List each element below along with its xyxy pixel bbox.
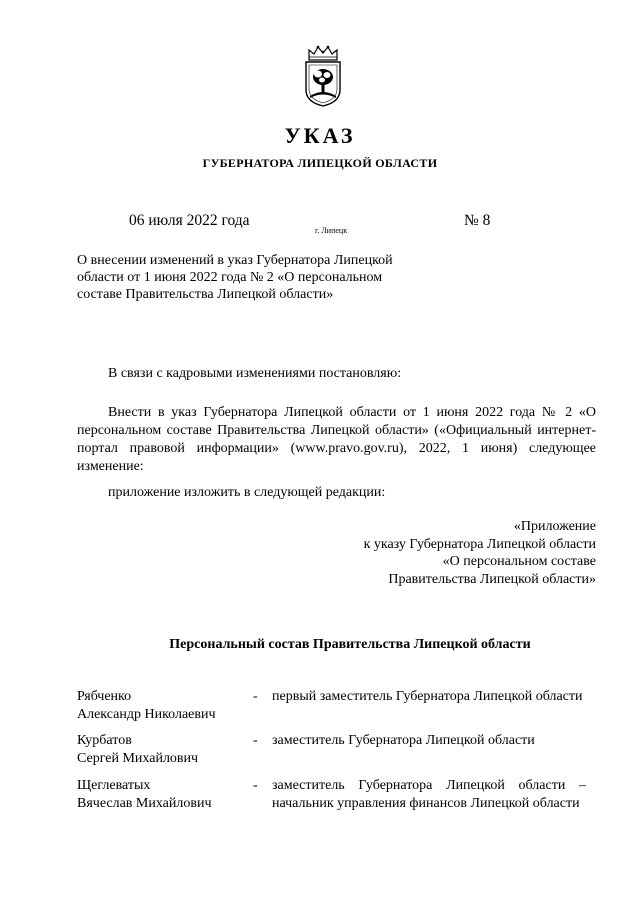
coat-of-arms-icon	[298, 44, 348, 108]
appendix-line: «О персональном составе	[442, 554, 596, 569]
member-role: первый заместитель Губернатора Липецкой области	[272, 689, 583, 704]
member-name	[77, 777, 247, 812]
subject-line: области от 1 июня 2022 года № 2 «О персональном	[77, 270, 383, 285]
body-paragraph: приложение изложить в следующей редакции:	[108, 485, 386, 500]
appendix-heading	[364, 518, 596, 588]
document-date: 06 июля 2022 года	[129, 212, 250, 229]
member-dash: -	[253, 689, 258, 704]
member-role: заместитель Губернатора Липецкой области	[272, 733, 535, 748]
body-paragraph: В связи с кадровыми изменениями постановляю:	[108, 366, 402, 381]
subject-line: составе Правительства Липецкой области»	[77, 287, 334, 302]
member-surname: Щеглеватых	[77, 778, 151, 793]
document-issuer: ГУБЕРНАТОРА ЛИПЕЦКОЙ ОБЛАСТИ	[202, 156, 438, 170]
document-title: УКАЗ	[284, 123, 356, 148]
member-role: заместитель Губернатора Липецкой области – начальник управления финансов Липецкой области	[272, 778, 586, 811]
body-paragraph: Внести в указ Губернатора Липецкой области от 1 июня 2022 года № 2 «О персональном составе Правительства Липецкой области» («Официальный интернет-портал правовой информации» (www.pravo.gov.ru), 2022, 1 июня) следующее изменение:	[77, 405, 596, 474]
document-subject	[77, 252, 422, 303]
appendix-line: к указу Губернатора Липецкой области	[363, 536, 596, 552]
member-name	[77, 732, 247, 767]
member-name	[77, 688, 247, 723]
document-city: г. Липецк	[315, 226, 348, 235]
appendix-line: «Приложение	[513, 519, 596, 534]
subject-line: О внесении изменений в указ Губернатора Липецкой	[77, 253, 393, 268]
member-dash: -	[253, 778, 258, 793]
document-number: № 8	[464, 212, 491, 229]
member-given-names: Вячеслав Михайлович	[77, 795, 212, 811]
member-dash: -	[253, 733, 258, 748]
member-given-names: Александр Николаевич	[77, 706, 216, 722]
list-title: Персональный состав Правительства Липецкой области	[169, 637, 531, 652]
member-given-names: Сергей Михайлович	[77, 750, 199, 766]
member-surname: Курбатов	[77, 733, 132, 748]
member-surname: Рябченко	[77, 689, 132, 704]
appendix-line: Правительства Липецкой области»	[388, 571, 596, 587]
